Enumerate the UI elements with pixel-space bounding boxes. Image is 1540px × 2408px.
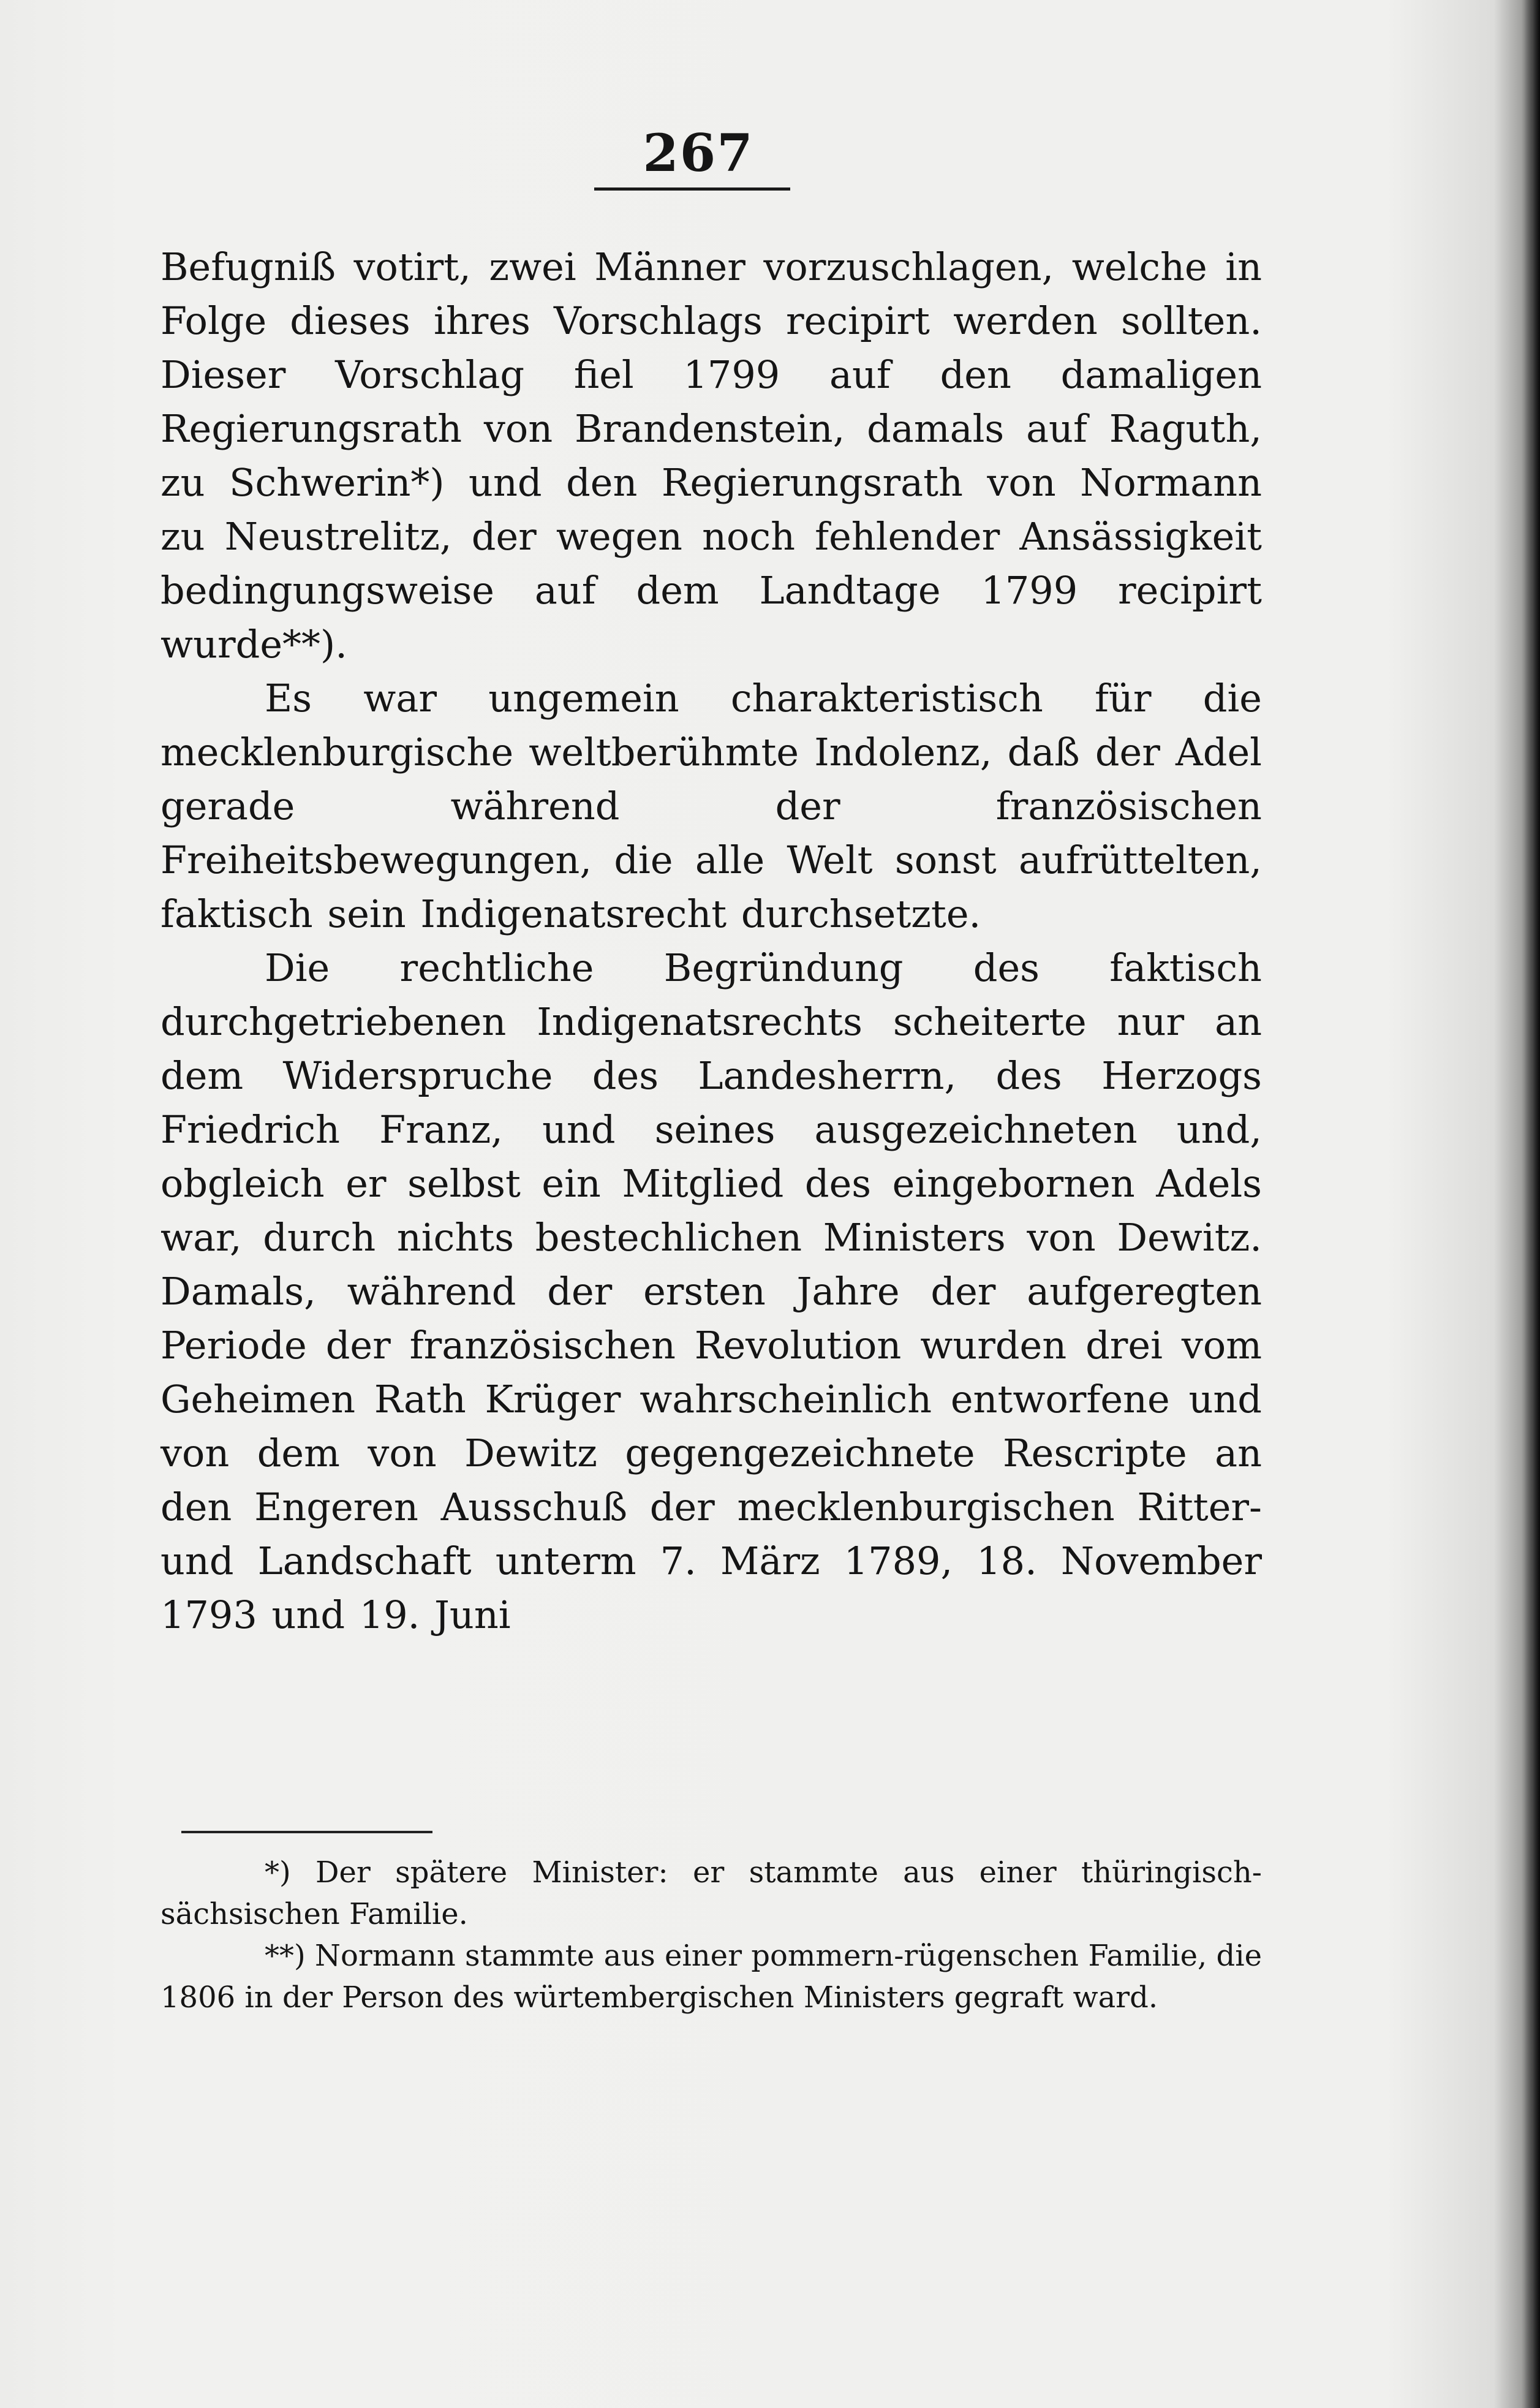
paragraph-3: Die rechtliche Begründung des faktisch durchgetriebenen Indigenatsrechts scheiterte nur an dem Widerspruche des Landesherrn, des Herzogs Friedrich Franz, und seines ausgezeichneten und, obgleich er selbst ein Mitglied des eingebornen Adels war, durch nichts bestechlichen Ministers von Dewitz. Damals, während der ersten Jahre der aufgeregten Periode der französischen Revolution wurden drei vom Geheimen Rath Krüger wahrscheinlich entworfene und von dem von Dewitz gegengezeichnete Rescripte an den Engeren Ausschuß der mecklenburgischen Ritter- und Landschaft unterm 7. März 1789, 18. November 1793 und 19. Juni — [160, 945, 1262, 1637]
body-text — [160, 240, 1262, 1642]
footnote-2: **) Normann stammte aus einer pommern-rügenschen Familie, die 1806 in der Person des würtembergischen Ministers gegraft ward. — [160, 1939, 1262, 2015]
paragraph-2: Es war ungemein charakteristisch für die mecklenburgische weltberühmte Indolenz, daß der Adel gerade während der französischen Freiheitsbewegungen, die alle Welt sonst aufrüttelten, faktisch sein Indigenatsrecht durchsetzte. — [160, 676, 1262, 936]
paragraph-1: Befugniß votirt, zwei Männer vorzuschlagen, welche in Folge dieses ihres Vorschlags recipirt werden sollten. Dieser Vorschlag fiel 1799 auf den damaligen Regierungsrath von Brandenstein, damals auf Raguth, zu Schwerin*) und den Regierungsrath von Normann zu Neustrelitz, der wegen noch fehlender Ansässigkeit bedingungsweise auf dem Landtage 1799 recipirt wurde**). — [160, 244, 1262, 667]
header-rule — [594, 187, 790, 191]
footnotes — [160, 1852, 1262, 2018]
page-number: 267 — [643, 123, 754, 183]
footnote-1: *) Der spätere Minister: er stammte aus einer thüringisch-sächsischen Familie. — [160, 1855, 1262, 1931]
footnote-rule — [181, 1831, 432, 1833]
page-edge-shadow — [1522, 0, 1540, 2408]
